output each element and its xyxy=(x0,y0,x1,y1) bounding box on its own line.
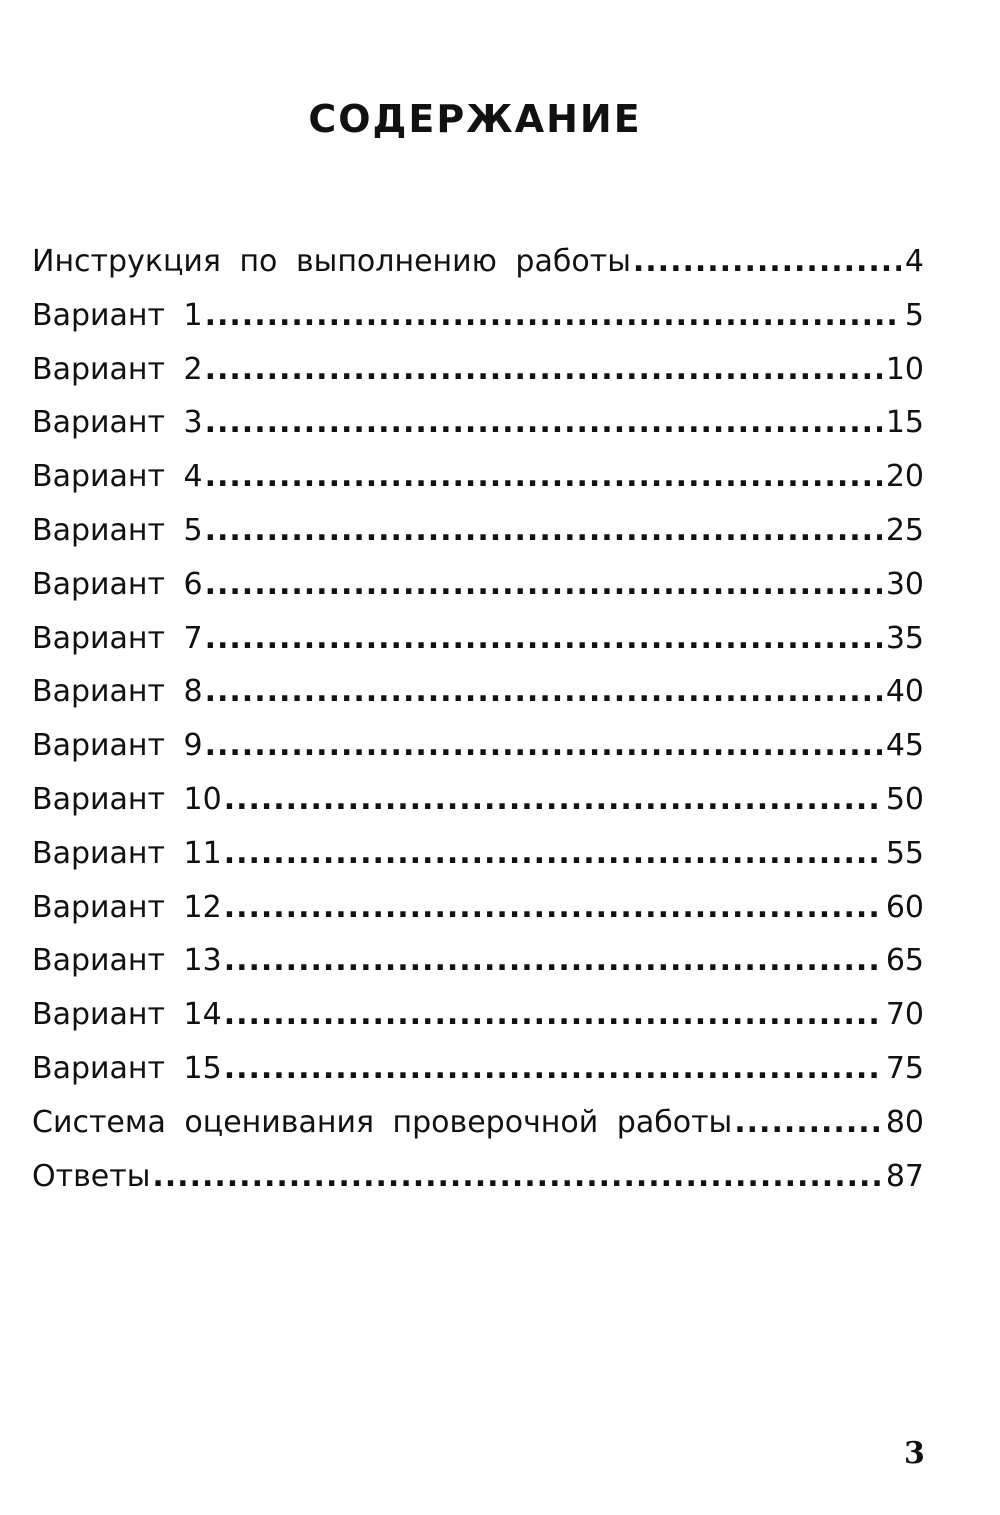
dot-leader xyxy=(205,567,882,602)
toc-entry xyxy=(32,298,924,352)
toc-entry-page: 15 xyxy=(885,405,924,441)
table-of-contents xyxy=(32,244,924,1212)
toc-entry-page: 65 xyxy=(885,943,924,979)
toc-entry-label: Вариант 5 xyxy=(32,512,203,548)
toc-entry xyxy=(32,244,924,298)
toc-entry xyxy=(32,943,924,997)
toc-entry-label: Вариант 8 xyxy=(32,674,203,710)
dot-leader xyxy=(224,890,882,925)
dot-leader xyxy=(205,513,882,548)
toc-entry-label: Вариант 13 xyxy=(32,943,222,979)
dot-leader xyxy=(633,244,901,279)
page-title: СОДЕРЖАНИЕ xyxy=(308,97,642,142)
toc-entry xyxy=(32,1105,924,1159)
toc-entry-label: Вариант 1 xyxy=(32,297,203,333)
dot-leader xyxy=(205,405,882,440)
toc-entry-page: 70 xyxy=(885,997,924,1033)
toc-entry-page: 5 xyxy=(904,297,924,333)
toc-entry-label: Вариант 11 xyxy=(32,835,222,871)
toc-entry-page: 50 xyxy=(885,781,924,817)
toc-entry-label: Вариант 2 xyxy=(32,351,203,387)
toc-entry-page: 30 xyxy=(885,566,924,602)
page-number: 3 xyxy=(904,1436,925,1471)
dot-leader xyxy=(205,728,882,763)
toc-entry-label: Вариант 4 xyxy=(32,459,203,495)
toc-entry-page: 45 xyxy=(885,728,924,764)
toc-entry-page: 87 xyxy=(885,1158,924,1194)
toc-entry-label: Вариант 10 xyxy=(32,781,222,817)
dot-leader xyxy=(224,943,882,978)
toc-entry xyxy=(32,782,924,836)
dot-leader xyxy=(734,1105,882,1140)
toc-entry xyxy=(32,513,924,567)
toc-entry-page: 80 xyxy=(885,1104,924,1140)
toc-entry-page: 4 xyxy=(904,244,924,279)
toc-entry-page: 60 xyxy=(885,889,924,925)
toc-entry xyxy=(32,1159,924,1213)
toc-entry xyxy=(32,728,924,782)
toc-entry-label: Ответы xyxy=(32,1158,151,1194)
toc-entry-label: Вариант 9 xyxy=(32,728,203,764)
toc-entry-label: Вариант 12 xyxy=(32,889,222,925)
toc-entry-page: 35 xyxy=(885,620,924,656)
toc-entry-label: Вариант 14 xyxy=(32,997,222,1033)
dot-leader xyxy=(205,621,882,656)
toc-entry-label: Вариант 15 xyxy=(32,1050,222,1086)
toc-entry xyxy=(32,997,924,1051)
dot-leader xyxy=(205,674,882,709)
toc-entry xyxy=(32,352,924,406)
toc-entry xyxy=(32,621,924,675)
dot-leader xyxy=(152,1159,881,1194)
toc-entry xyxy=(32,405,924,459)
toc-entry xyxy=(32,1051,924,1105)
toc-entry-label: Вариант 6 xyxy=(32,566,203,602)
toc-entry xyxy=(32,836,924,890)
toc-entry xyxy=(32,890,924,944)
toc-entry-label: Вариант 3 xyxy=(32,405,203,441)
dot-leader xyxy=(224,997,882,1032)
dot-leader xyxy=(205,298,901,333)
toc-entry-label: Инструкция по выполнению работы xyxy=(32,244,631,279)
dot-leader xyxy=(224,1051,882,1086)
toc-entry xyxy=(32,567,924,621)
dot-leader xyxy=(224,836,882,871)
toc-entry xyxy=(32,459,924,513)
toc-entry-page: 25 xyxy=(885,512,924,548)
toc-entry-label: Система оценивания проверочной работы xyxy=(32,1104,733,1140)
dot-leader xyxy=(224,782,882,817)
toc-entry xyxy=(32,674,924,728)
toc-entry-page: 75 xyxy=(885,1050,924,1086)
dot-leader xyxy=(205,459,882,494)
dot-leader xyxy=(205,352,882,387)
toc-entry-page: 10 xyxy=(885,351,924,387)
toc-entry-page: 40 xyxy=(885,674,924,710)
toc-entry-page: 20 xyxy=(885,459,924,495)
toc-entry-page: 55 xyxy=(885,835,924,871)
toc-entry-label: Вариант 7 xyxy=(32,620,203,656)
